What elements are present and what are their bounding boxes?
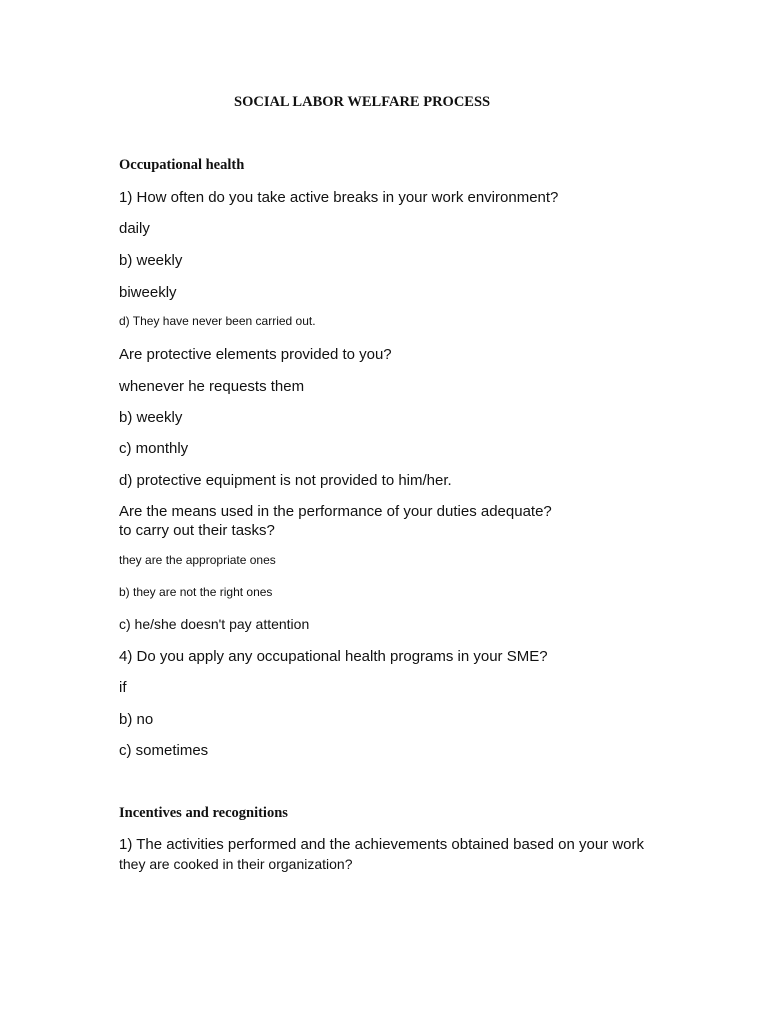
option-q2-d: d) protective equipment is not provided to him/her. [119,472,452,489]
question-4: 4) Do you apply any occupational health programs in your SME? [119,648,548,665]
question-3-line-1: Are the means used in the performance of your duties adequate? [119,503,552,520]
option-q1-a: daily [119,220,150,237]
option-q3-c: c) he/she doesn't pay attention [119,616,310,632]
option-q4-b: b) no [119,711,154,728]
incentives-question-1-line-2: they are cooked in their organization? [119,856,353,872]
option-q1-b: b) weekly [119,252,183,269]
incentives-question-1-line-1: 1) The activities performed and the achievements obtained based on your work [119,836,645,853]
question-3-line-2: to carry out their tasks? [119,522,275,539]
option-q2-b: b) weekly [119,409,183,426]
section-heading-occupational-health: Occupational health [119,157,245,173]
option-q2-c: c) monthly [119,440,189,457]
option-q4-c: c) sometimes [119,742,209,759]
option-q4-a: if [119,679,127,696]
option-q3-a: they are the appropriate ones [119,553,276,567]
question-2: Are protective elements provided to you? [119,346,392,363]
section-heading-incentives: Incentives and recognitions [119,805,288,821]
document-title: SOCIAL LABOR WELFARE PROCESS [234,94,491,110]
option-q1-c: biweekly [119,284,177,301]
option-q2-a: whenever he requests them [119,378,305,395]
question-1: 1) How often do you take active breaks in your work environment? [119,189,559,206]
option-q1-d: d) They have never been carried out. [119,314,316,328]
option-q3-b: b) they are not the right ones [119,585,273,599]
